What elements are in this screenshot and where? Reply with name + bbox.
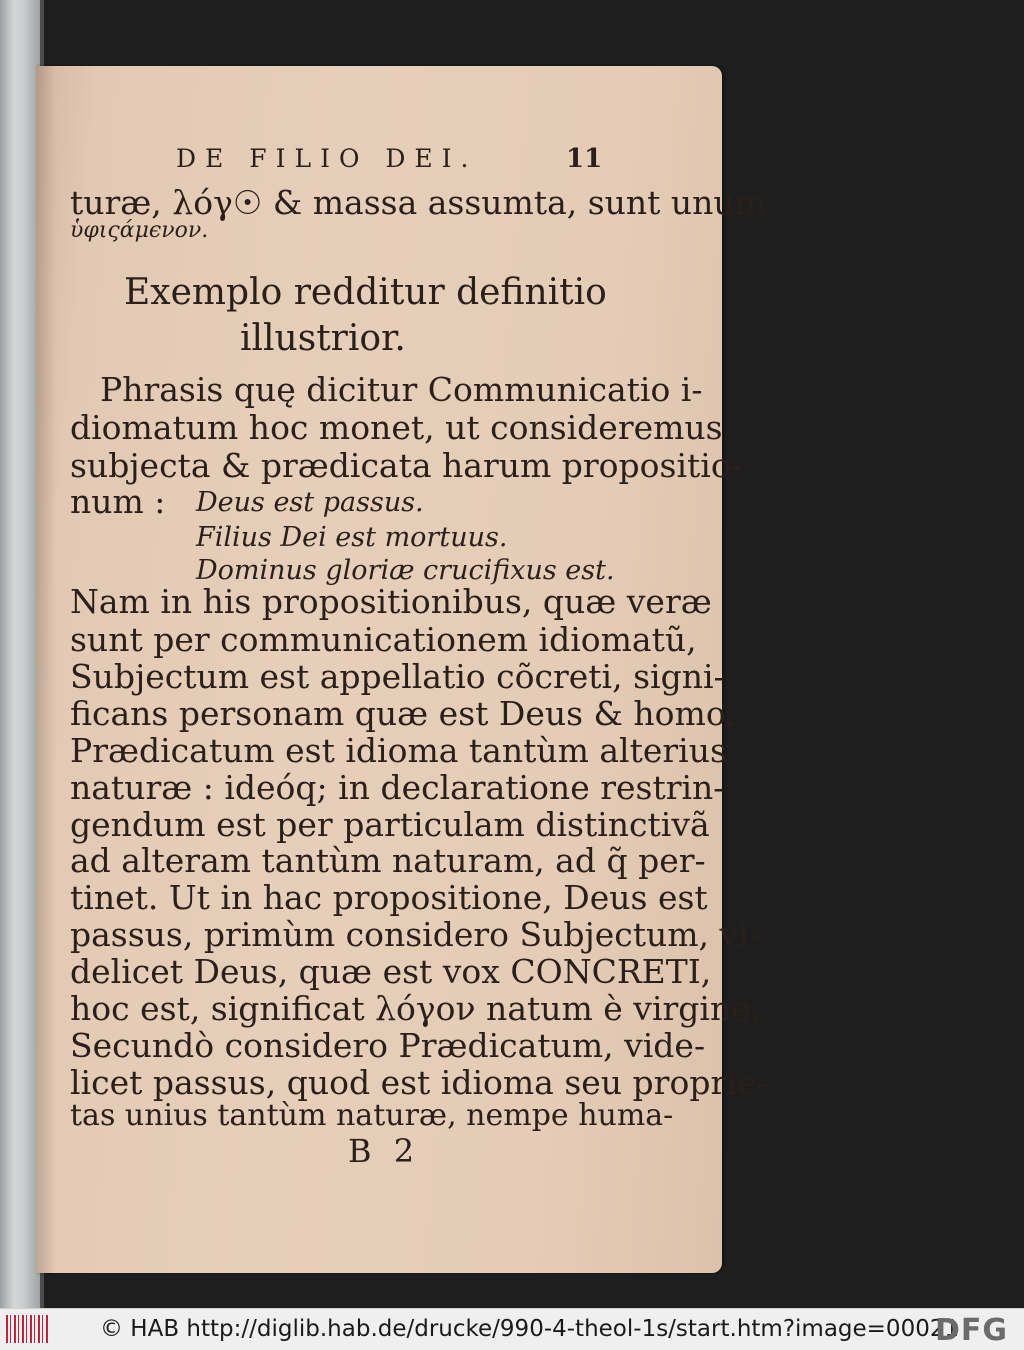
page-number: 11 — [566, 144, 603, 174]
text-line: sunt per communicationem idiomatũ, — [70, 620, 697, 659]
proposition-line: Dominus gloriæ crucifixus est. — [196, 555, 615, 586]
signature-mark: B 2 — [348, 1132, 421, 1170]
text-line: turæ, λόγ☉ & massa assumta, sunt unum — [70, 183, 766, 222]
book-edge — [0, 0, 40, 1308]
text-line: ὑφιςάμϵνον. — [70, 218, 209, 243]
text-line: diomatum hoc monet, ut consideremus — [70, 408, 723, 447]
running-head: DE FILIO DEI. — [176, 144, 478, 173]
text-line: naturæ : ideóq; in declaratione restrin- — [70, 768, 725, 807]
text-line: passus, primùm considero Subjectum, vi- — [70, 915, 760, 954]
section-heading: illustrior. — [240, 318, 406, 359]
text-line: ficans personam quæ est Deus & homo. — [70, 694, 736, 733]
text-line: subjecta & prædicata harum propositio- — [70, 446, 742, 485]
text-line: tinet. Ut in hac propositione, Deus est — [70, 878, 708, 917]
text-line: num : — [70, 482, 166, 521]
footer-bar — [0, 1308, 1024, 1350]
text-line: Prædicatum est idioma tantùm alterius — [70, 731, 727, 770]
section-heading: Exemplo redditur definitio — [124, 272, 607, 313]
text-line: Subjectum est appellatio cõcreti, signi- — [70, 657, 725, 696]
text-line: delicet Deus, quæ est vox CONCRETI, — [70, 952, 712, 991]
proposition-line: Filius Dei est mortuus. — [196, 522, 508, 553]
text-line: Nam in his propositionibus, quæ veræ — [70, 582, 712, 621]
proposition-line: Deus est passus. — [196, 487, 424, 518]
text-line: licet passus, quod est idioma seu proprie- — [70, 1063, 768, 1102]
barcode-icon — [6, 1315, 48, 1343]
text-line: gendum est per particulam distinctivã — [70, 805, 710, 844]
dfg-logo: DFG — [935, 1313, 1009, 1348]
text-line: hoc est, significat λόγον natum è virgine. — [70, 989, 762, 1028]
text-line: tas unius tantùm naturæ, nempe huma- — [70, 1098, 674, 1133]
book-page — [36, 66, 768, 1273]
text-line: Phrasis quę dicitur Communicatio i- — [100, 370, 703, 409]
citation-link[interactable]: © HAB http://diglib.hab.de/drucke/990-4-theol-1s/start.htm?image=00021 — [100, 1316, 960, 1342]
text-line: ad alteram tantùm naturam, ad q̃ per- — [70, 841, 706, 880]
text-line: Secundò considero Prædicatum, vide- — [70, 1026, 706, 1065]
